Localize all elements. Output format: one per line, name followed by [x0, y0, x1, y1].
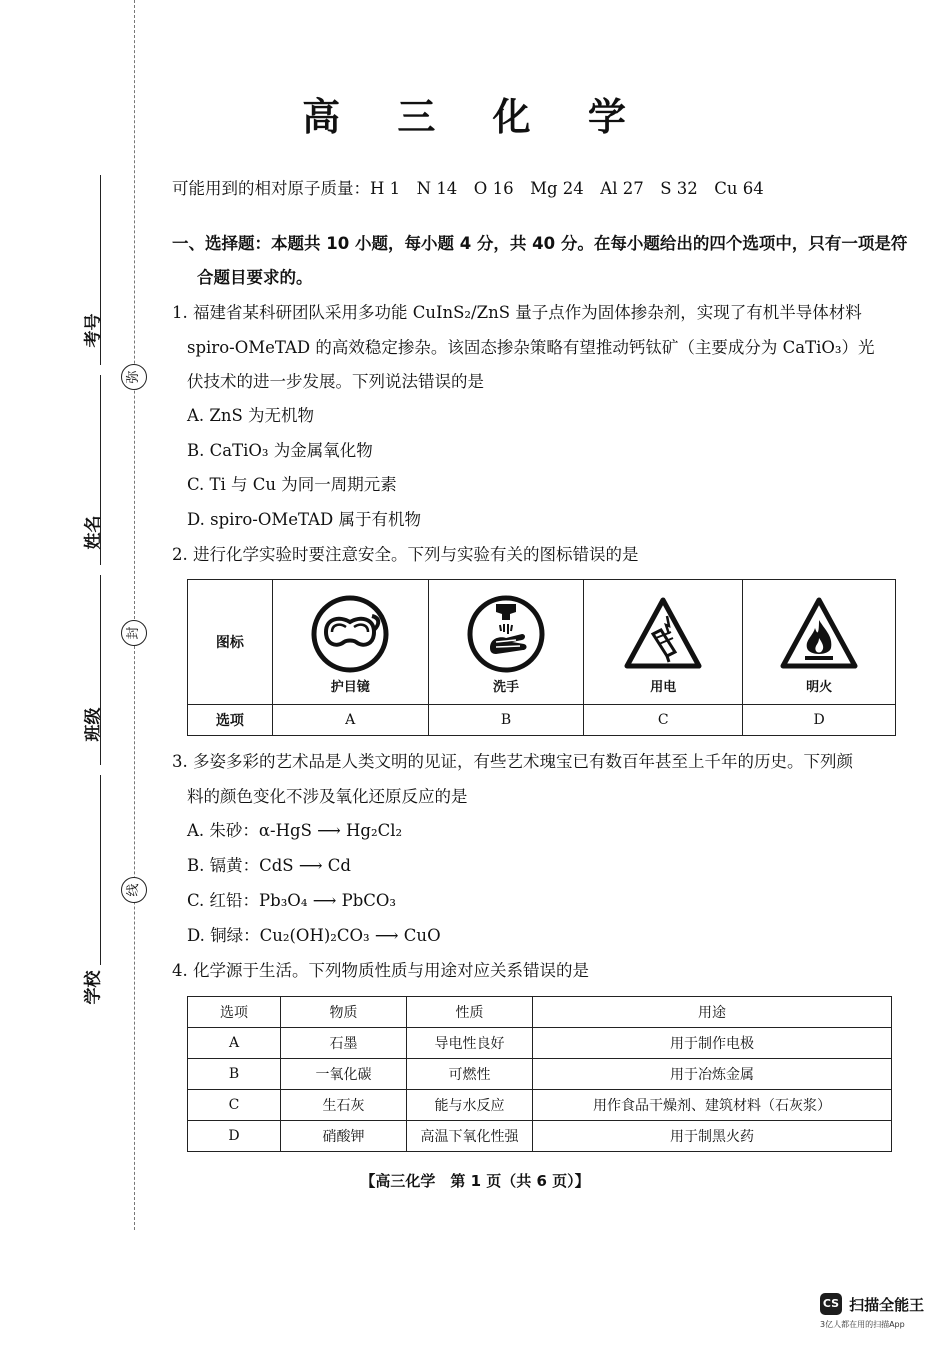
q3-stem-line2: 料的颜色变化不涉及氧化还原反应的是	[187, 787, 468, 806]
q1-stem-line3: 伏技术的进一步发展。下列说法错误的是	[187, 372, 484, 391]
exam-number-label: 考号	[83, 313, 104, 348]
section-heading-line1: 一、选择题：本题共 10 小题，每小题 4 分，共 40 分。在每小题给出的四个选项中，只有一项是符	[172, 234, 908, 253]
q4-row-c-use: 用作食品干燥剂、建筑材料（石灰浆）	[533, 1090, 892, 1121]
hand-wash-icon	[466, 594, 546, 674]
q4-header-option: 选项	[188, 997, 281, 1028]
q4-row-a-substance: 石墨	[281, 1028, 407, 1059]
page-title: 高 三 化 学	[302, 95, 648, 139]
q2-cell-b	[428, 580, 584, 705]
q2-option-row-header: 选项	[188, 705, 273, 736]
class-label: 班级	[83, 707, 104, 742]
q4-property-table	[187, 996, 892, 1152]
q4-row-b-property: 可燃性	[407, 1059, 533, 1090]
q4-row-b-use: 用于冶炼金属	[533, 1059, 892, 1090]
q1-option-d[interactable]: D. spiro-OMeTAD 属于有机物	[187, 510, 422, 529]
table-row[interactable]	[188, 1028, 892, 1059]
q4-row-d-option: D	[188, 1121, 281, 1152]
q3-option-d[interactable]: D. 铜绿：Cu₂(OH)₂CO₃ ⟶ CuO	[187, 926, 441, 945]
section-heading-line2: 合题目要求的。	[197, 268, 313, 287]
q2-label-b: 洗手	[492, 680, 519, 695]
q2-stem: 2. 进行化学实验时要注意安全。下列与实验有关的图标错误的是	[172, 545, 639, 564]
q1-stem-line2: spiro-OMeTAD 的高效稳定掺杂。该固态掺杂策略有望推动钙钛矿（主要成分为 CaTiO₃）光	[187, 338, 875, 357]
seal-mark-mi: 弥	[121, 364, 147, 390]
q3-option-a[interactable]: A. 朱砂：α-HgS ⟶ Hg₂Cl₂	[187, 821, 403, 840]
q2-cell-c	[584, 580, 743, 705]
seal-mark-feng: 封	[121, 620, 147, 646]
scanner-tagline: 3亿人都在用的扫描App	[820, 1320, 905, 1329]
q3-option-b[interactable]: B. 镉黄：CdS ⟶ Cd	[187, 856, 351, 875]
q4-row-d-substance: 硝酸钾	[281, 1121, 407, 1152]
q2-option-d[interactable]: D	[743, 705, 896, 736]
q4-row-a-use: 用于制作电极	[533, 1028, 892, 1059]
q4-row-c-option: C	[188, 1090, 281, 1121]
q1-option-b[interactable]: B. CaTiO₃ 为金属氧化物	[187, 441, 373, 460]
q2-cell-a	[272, 580, 428, 705]
electricity-warning-icon	[623, 594, 703, 674]
open-flame-icon	[779, 594, 859, 674]
q1-option-a[interactable]: A. ZnS 为无机物	[187, 406, 315, 425]
q4-row-a-option: A	[188, 1028, 281, 1059]
q4-row-b-option: B	[188, 1059, 281, 1090]
q4-header-substance: 物质	[281, 997, 407, 1028]
q1-stem-line1: 1. 福建省某科研团队采用多功能 CuInS₂/ZnS 量子点作为固体掺杂剂，实现了有机半导体材料	[172, 303, 862, 322]
scanner-app-name: 扫描全能王	[849, 1295, 925, 1314]
q2-label-a: 护目镜	[330, 680, 370, 695]
q3-option-c[interactable]: C. 红铅：Pb₃O₄ ⟶ PbCO₃	[187, 891, 397, 910]
table-row[interactable]	[188, 1090, 892, 1121]
q4-header-property: 性质	[407, 997, 533, 1028]
table-row[interactable]	[188, 1121, 892, 1152]
seal-mark-xian: 线	[121, 877, 147, 903]
q2-icon-row-header: 图标	[188, 580, 273, 705]
page-footer: 【高三化学 第 1 页（共 6 页）】	[360, 1172, 590, 1190]
scanner-watermark	[820, 1293, 924, 1330]
name-label: 姓名	[83, 515, 104, 550]
school-label: 学校	[83, 970, 104, 1005]
q2-option-c[interactable]: C	[584, 705, 743, 736]
camscanner-logo-icon: CS	[820, 1293, 842, 1315]
q4-row-a-property: 导电性良好	[407, 1028, 533, 1059]
q2-cell-d	[743, 580, 896, 705]
q4-stem: 4. 化学源于生活。下列物质性质与用途对应关系错误的是	[172, 961, 589, 980]
goggles-icon	[310, 594, 390, 674]
q2-option-a[interactable]: A	[272, 705, 428, 736]
q4-row-b-substance: 一氧化碳	[281, 1059, 407, 1090]
q4-row-c-substance: 生石灰	[281, 1090, 407, 1121]
q4-row-d-property: 高温下氧化性强	[407, 1121, 533, 1152]
q2-label-d: 明火	[806, 680, 833, 695]
q2-label-c: 用电	[650, 680, 677, 695]
q4-row-d-use: 用于制黑火药	[533, 1121, 892, 1152]
q2-option-b[interactable]: B	[428, 705, 584, 736]
q2-icon-table	[187, 579, 896, 736]
q1-option-c[interactable]: C. Ti 与 Cu 为同一周期元素	[187, 475, 397, 494]
table-row[interactable]	[188, 1059, 892, 1090]
binding-dashed-line	[134, 0, 135, 1230]
q4-row-c-property: 能与水反应	[407, 1090, 533, 1121]
q4-header-use: 用途	[533, 997, 892, 1028]
q3-stem-line1: 3. 多姿多彩的艺术品是人类文明的见证，有些艺术瑰宝已有数百年甚至上千年的历史。下列颜	[172, 752, 853, 771]
school-blank[interactable]	[100, 775, 101, 965]
atomic-masses: 可能用到的相对原子质量：H 1 N 14 O 16 Mg 24 Al 27 S 32 Cu 64	[172, 179, 764, 198]
